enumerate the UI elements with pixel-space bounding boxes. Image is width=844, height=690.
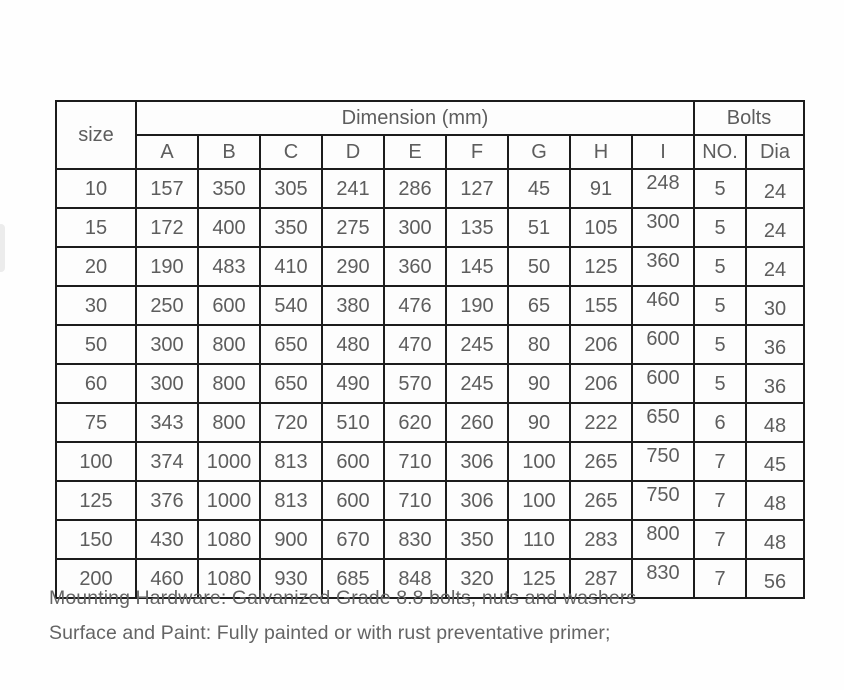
scan-artifact [0,224,5,272]
dim-cell-c: 650 [260,325,322,364]
dim-cell-c: 720 [260,403,322,442]
column-header-dia: Dia [746,135,804,169]
table-row [56,247,804,286]
dim-cell-f: 350 [446,520,508,559]
dim-cell-b: 400 [198,208,260,247]
bolt-dia-cell: 36 [746,364,804,403]
table-row [56,364,804,403]
dim-cell-e: 286 [384,169,446,208]
dim-cell-a: 190 [136,247,198,286]
dim-cell-d: 685 [322,559,384,598]
bolt-no-cell: 7 [694,481,746,520]
table-row [56,403,804,442]
size-cell: 10 [56,169,136,208]
table-row [56,520,804,559]
mounting-hardware-note: Mounting Hardware: Galvanized Grade 8.8 bolts, nuts and washers [49,587,637,609]
bolt-dia-cell: 36 [746,325,804,364]
dim-cell-h: 206 [570,325,632,364]
bolt-dia-cell: 30 [746,286,804,325]
dim-cell-i: 650 [632,403,694,442]
column-header-g: G [508,135,570,169]
table-header [56,101,804,169]
dim-cell-e: 570 [384,364,446,403]
dim-cell-g: 45 [508,169,570,208]
bolt-no-cell: 5 [694,286,746,325]
dim-cell-i: 248 [632,169,694,208]
header-group-row [56,101,804,135]
dim-cell-g: 125 [508,559,570,598]
dim-cell-a: 172 [136,208,198,247]
dim-cell-i: 600 [632,364,694,403]
dim-cell-b: 1080 [198,559,260,598]
footer-notes [49,586,636,656]
dim-cell-f: 190 [446,286,508,325]
dim-cell-a: 374 [136,442,198,481]
dim-cell-e: 300 [384,208,446,247]
bolt-no-cell: 7 [694,442,746,481]
bolt-no-cell: 7 [694,559,746,598]
dim-cell-b: 483 [198,247,260,286]
bolt-no-cell: 5 [694,208,746,247]
dim-cell-c: 305 [260,169,322,208]
bolt-no-cell: 5 [694,169,746,208]
dim-cell-b: 1000 [198,442,260,481]
dim-cell-d: 490 [322,364,384,403]
dim-cell-a: 300 [136,325,198,364]
bolt-no-cell: 5 [694,247,746,286]
bolt-dia-cell: 24 [746,247,804,286]
column-header-h: H [570,135,632,169]
dim-cell-g: 51 [508,208,570,247]
column-header-b: B [198,135,260,169]
bolt-dia-cell: 48 [746,403,804,442]
dim-cell-g: 100 [508,442,570,481]
dim-cell-d: 670 [322,520,384,559]
dim-cell-a: 343 [136,403,198,442]
dim-cell-g: 100 [508,481,570,520]
dim-cell-b: 800 [198,364,260,403]
dim-cell-c: 540 [260,286,322,325]
dim-cell-g: 80 [508,325,570,364]
bolt-dia-cell: 48 [746,481,804,520]
dim-cell-c: 410 [260,247,322,286]
dim-cell-e: 710 [384,481,446,520]
size-cell: 15 [56,208,136,247]
dim-cell-f: 306 [446,442,508,481]
dim-cell-d: 380 [322,286,384,325]
size-cell: 75 [56,403,136,442]
dim-cell-h: 155 [570,286,632,325]
table-row [56,169,804,208]
column-header-c: C [260,135,322,169]
dim-cell-f: 127 [446,169,508,208]
table-row [56,286,804,325]
dim-cell-a: 376 [136,481,198,520]
dim-cell-h: 287 [570,559,632,598]
dim-cell-d: 275 [322,208,384,247]
dim-cell-d: 600 [322,442,384,481]
table-row [56,325,804,364]
dim-cell-i: 460 [632,286,694,325]
dim-cell-f: 135 [446,208,508,247]
table-body [56,169,804,598]
dim-cell-i: 800 [632,520,694,559]
dim-cell-i: 300 [632,208,694,247]
dim-cell-a: 430 [136,520,198,559]
dim-cell-c: 350 [260,208,322,247]
size-cell: 60 [56,364,136,403]
dim-cell-c: 813 [260,442,322,481]
dim-cell-g: 90 [508,403,570,442]
dim-cell-f: 145 [446,247,508,286]
dim-cell-d: 600 [322,481,384,520]
bolt-dia-cell: 24 [746,208,804,247]
dim-cell-b: 800 [198,325,260,364]
dim-cell-g: 110 [508,520,570,559]
dim-cell-e: 710 [384,442,446,481]
size-cell: 200 [56,559,136,598]
dim-cell-h: 283 [570,520,632,559]
bolt-dia-cell: 24 [746,169,804,208]
dim-cell-f: 245 [446,364,508,403]
dim-cell-i: 750 [632,481,694,520]
dim-cell-e: 360 [384,247,446,286]
dim-cell-d: 290 [322,247,384,286]
dim-cell-i: 360 [632,247,694,286]
bolt-no-cell: 5 [694,364,746,403]
dim-cell-b: 1000 [198,481,260,520]
dim-cell-f: 260 [446,403,508,442]
table-row [56,442,804,481]
bolt-no-cell: 6 [694,403,746,442]
table-row [56,208,804,247]
surface-paint-note: Surface and Paint: Fully painted or with rust preventative primer; [49,622,611,644]
dim-cell-b: 350 [198,169,260,208]
size-cell: 30 [56,286,136,325]
column-header-e: E [384,135,446,169]
spec-table-container [55,100,805,599]
dim-cell-g: 90 [508,364,570,403]
dim-cell-h: 222 [570,403,632,442]
table-row [56,481,804,520]
column-header-row [56,135,804,169]
bolt-dia-cell: 48 [746,520,804,559]
dimension-spec-table [55,100,805,599]
dim-cell-f: 306 [446,481,508,520]
dim-cell-i: 830 [632,559,694,598]
size-cell: 50 [56,325,136,364]
size-cell: 100 [56,442,136,481]
dim-cell-c: 930 [260,559,322,598]
dim-cell-c: 650 [260,364,322,403]
dim-cell-e: 830 [384,520,446,559]
dim-cell-i: 750 [632,442,694,481]
dim-cell-h: 265 [570,442,632,481]
dimension-group-header: Dimension (mm) [136,101,694,135]
dim-cell-g: 65 [508,286,570,325]
bolt-dia-cell: 56 [746,559,804,598]
bolt-dia-cell: 45 [746,442,804,481]
column-header-f: F [446,135,508,169]
dim-cell-f: 245 [446,325,508,364]
dim-cell-g: 50 [508,247,570,286]
bolts-group-header: Bolts [694,101,804,135]
size-cell: 20 [56,247,136,286]
dim-cell-a: 300 [136,364,198,403]
dim-cell-h: 91 [570,169,632,208]
dim-cell-h: 105 [570,208,632,247]
column-header-i: I [632,135,694,169]
column-header-d: D [322,135,384,169]
dim-cell-e: 620 [384,403,446,442]
bolt-no-cell: 5 [694,325,746,364]
dim-cell-d: 510 [322,403,384,442]
dim-cell-b: 600 [198,286,260,325]
dim-cell-c: 900 [260,520,322,559]
dim-cell-i: 600 [632,325,694,364]
column-header-no: NO. [694,135,746,169]
size-column-header: size [56,101,136,169]
dim-cell-e: 476 [384,286,446,325]
size-cell: 125 [56,481,136,520]
dim-cell-d: 241 [322,169,384,208]
dim-cell-h: 265 [570,481,632,520]
dim-cell-b: 800 [198,403,260,442]
dim-cell-h: 125 [570,247,632,286]
column-header-a: A [136,135,198,169]
dim-cell-a: 157 [136,169,198,208]
dim-cell-b: 1080 [198,520,260,559]
dim-cell-e: 848 [384,559,446,598]
dim-cell-d: 480 [322,325,384,364]
dim-cell-h: 206 [570,364,632,403]
dim-cell-c: 813 [260,481,322,520]
size-cell: 150 [56,520,136,559]
dim-cell-e: 470 [384,325,446,364]
dim-cell-a: 460 [136,559,198,598]
dim-cell-a: 250 [136,286,198,325]
bolt-no-cell: 7 [694,520,746,559]
dim-cell-f: 320 [446,559,508,598]
